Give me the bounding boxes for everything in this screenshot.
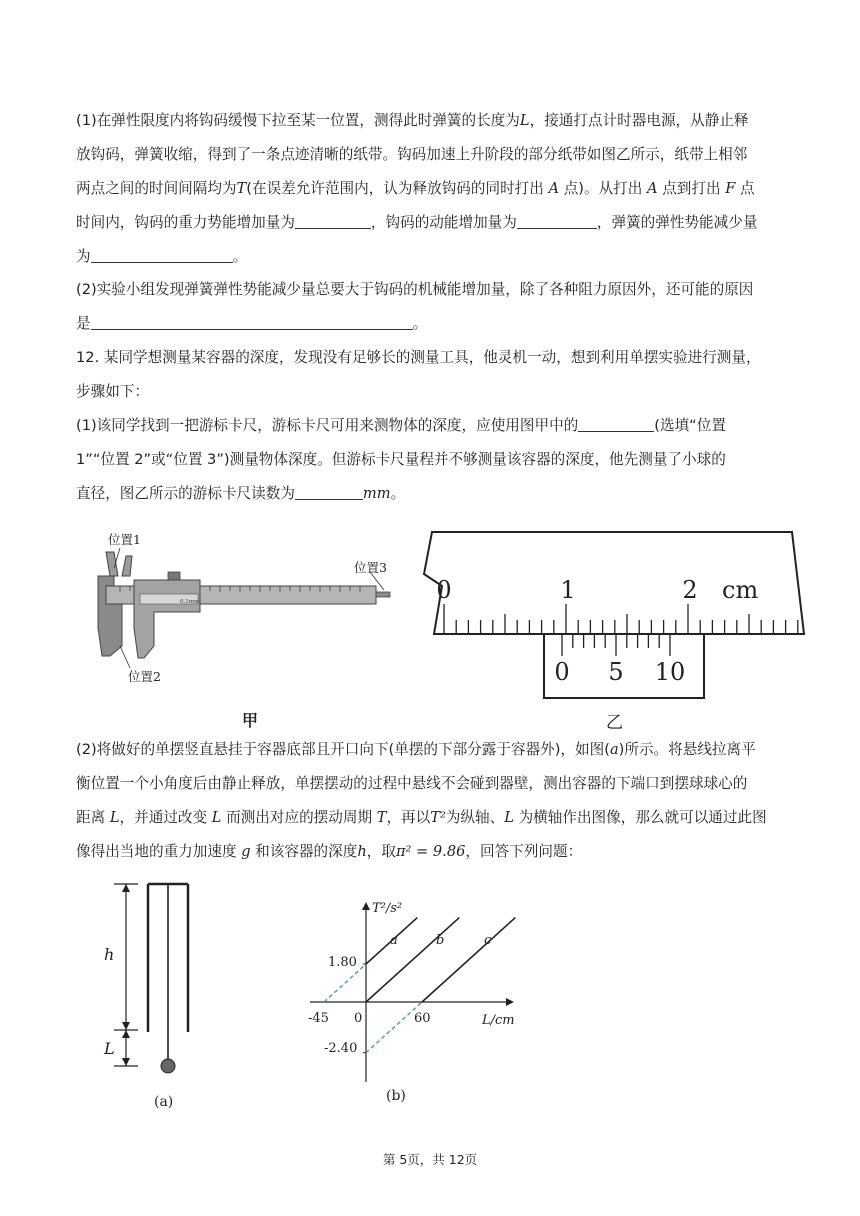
text: 步骤如下： — [76, 383, 149, 400]
x-tick-neg-45: -45 — [308, 1011, 329, 1026]
inside-jaw — [122, 556, 132, 576]
pi-squared: π² = 9.86 — [395, 843, 466, 860]
label-position-2: 位置2 — [128, 669, 161, 684]
text: ，弹簧的弹性势能减少量 — [596, 214, 758, 231]
line-label-a: a — [390, 933, 398, 948]
text: 衡位置一个小角度后由静止释放，单摆摆动的过程中悬线不会碰到器壁，测出容器的下端口到摆球球心的 — [76, 775, 748, 792]
depth-rod — [376, 592, 390, 597]
text: 为纵轴、 — [445, 809, 505, 826]
var-a: A — [548, 180, 560, 197]
text: 点)。从打出 — [563, 180, 643, 197]
caption-yi: 乙 — [606, 713, 623, 733]
line-c — [422, 918, 515, 1002]
q11-part1 — [76, 104, 786, 274]
text: (在误差允许范围内，认为释放钩码的同时打出 — [246, 180, 544, 197]
text: ，取 — [366, 843, 396, 860]
text: ，接通打点计时器电源，从静止释 — [529, 112, 749, 129]
figure-vernier — [420, 530, 810, 730]
x-tick-0: 0 — [354, 1011, 363, 1026]
answer-blank[interactable] — [295, 483, 363, 500]
caption-b: (b) — [386, 1088, 406, 1104]
caption-jia: 甲 — [242, 711, 259, 730]
var-t-squared: T² — [430, 809, 446, 826]
y-axis-arrow — [362, 902, 370, 910]
text: (2)将做好的单摆竖直悬挂于容器底部且开口向下(单摆的下部分露于容器外)，如图( — [76, 741, 610, 758]
text: (选填“位置 — [654, 417, 726, 434]
page-footer: 第 5页，共 12页 — [382, 1152, 478, 1167]
var-f: F — [725, 180, 736, 197]
dimension-lines — [114, 884, 138, 1066]
text: 时间内，钩码的重力势能增加量为 — [76, 214, 295, 231]
unit-cm: cm — [722, 576, 759, 604]
x-axis-label: L/cm — [482, 1013, 515, 1028]
t2-l-graph — [300, 896, 540, 1116]
line-label-c: c — [484, 933, 492, 948]
vernier-label-5: 5 — [608, 658, 624, 686]
text: 。 — [412, 315, 428, 332]
text: 12. 某同学想测量某容器的深度，发现没有足够长的测量工具，他灵机一动，想到利用单摆实验进行测量， — [76, 349, 761, 366]
var-a: a — [609, 741, 619, 758]
main-label-1: 1 — [560, 576, 576, 604]
text: ，并通过改变 — [119, 809, 208, 826]
q12-intro — [76, 341, 786, 511]
x-axis-arrow — [506, 998, 514, 1006]
text: 而测出对应的摆动周期 — [226, 809, 373, 826]
text: 1”“位置 2”或“位置 3”)测量物体深度。但游标卡尺量程并不够测量该容器的深度，他先测量了小球的 — [76, 451, 726, 468]
var-a: A — [647, 180, 658, 197]
answer-blank[interactable] — [91, 246, 233, 263]
text: 。 — [232, 248, 248, 265]
y-tick-neg-2.40: -2.40 — [324, 1041, 358, 1056]
text: 点 — [740, 180, 755, 197]
text: ，回答下列问题： — [465, 843, 583, 860]
text: 是 — [76, 315, 91, 332]
var-l: L — [109, 809, 120, 826]
text: 和该容器的深度 — [255, 843, 358, 860]
answer-blank[interactable] — [578, 415, 654, 432]
text: 像得出当地的重力加速度 — [76, 843, 237, 860]
var-l: L — [519, 112, 530, 129]
text: ，钩码的动能增加量为 — [370, 214, 517, 231]
var-g: g — [241, 843, 251, 860]
q11-part2 — [76, 273, 786, 341]
var-t: T — [236, 180, 247, 197]
main-label-2: 2 — [682, 576, 698, 604]
text: ，再以 — [386, 809, 431, 826]
caliper-drawing — [80, 528, 400, 688]
answer-blank[interactable] — [91, 313, 413, 330]
text: 为 — [76, 248, 91, 265]
inside-jaw — [106, 552, 118, 576]
text: 直径，图乙所示的游标卡尺读数为 — [76, 485, 295, 502]
text: 为横轴作出图像，那么就可以通过此图 — [518, 809, 767, 826]
answer-blank[interactable] — [295, 212, 371, 229]
pendulum-ball — [161, 1059, 175, 1073]
caption-a: (a) — [154, 1094, 174, 1110]
text: (2)实验小组发现弹簧弹性势能减少量总要大于钩码的机械能增加量，除了各种阻力原因外，还可能的原因 — [76, 281, 754, 298]
answer-blank[interactable] — [517, 212, 597, 229]
text: 距离 — [76, 809, 106, 826]
label-position-1: 位置1 — [108, 532, 141, 547]
var-l: L — [504, 809, 514, 826]
main-label-0: 0 — [436, 576, 452, 604]
sliding-jaw — [134, 580, 200, 658]
scale-label: 0.1mm — [180, 599, 200, 605]
line-c-extension — [366, 1002, 422, 1053]
text: (1)在弹性限度内将钩码缓慢下拉至某一位置，测得此时弹簧的长度为 — [76, 112, 520, 129]
y-tick-1.80: 1.80 — [328, 955, 357, 970]
var-t: T — [376, 809, 387, 826]
text: (1)该同学找到一把游标卡尺，游标卡尺可用来测物体的深度，应使用图甲中的 — [76, 417, 579, 434]
text: 。 — [390, 485, 406, 502]
q12-part2 — [76, 733, 786, 869]
label-l: L — [104, 1039, 115, 1058]
lock-screw — [168, 572, 180, 580]
y-axis-label: T²/s² — [372, 901, 403, 916]
var-l: L — [211, 809, 222, 826]
text: )所示。将悬线拉离平 — [618, 741, 756, 758]
line-label-b: b — [436, 933, 445, 948]
x-tick-60: 60 — [414, 1011, 431, 1026]
label-h: h — [104, 945, 115, 964]
text: 点到打出 — [662, 180, 721, 197]
line-b — [366, 918, 459, 1002]
text: 两点之间的时间间隔均为 — [76, 180, 237, 197]
vernier-label-0: 0 — [554, 658, 570, 686]
text: 放钩码，弹簧收缩，得到了一条点迹清晰的纸带。钩码加速上升阶段的部分纸带如图乙所示，纸带上相邻 — [76, 146, 748, 163]
figure-pendulum — [96, 876, 206, 1116]
var-h: h — [357, 843, 367, 860]
figure-caliper — [80, 528, 400, 688]
vernier-label-10: 10 — [654, 658, 686, 686]
vernier-drawing — [420, 530, 810, 730]
pendulum-drawing — [96, 876, 206, 1116]
label-position-3: 位置3 — [354, 560, 387, 575]
figure-graph — [300, 896, 540, 1116]
unit-mm: mm — [362, 485, 391, 502]
